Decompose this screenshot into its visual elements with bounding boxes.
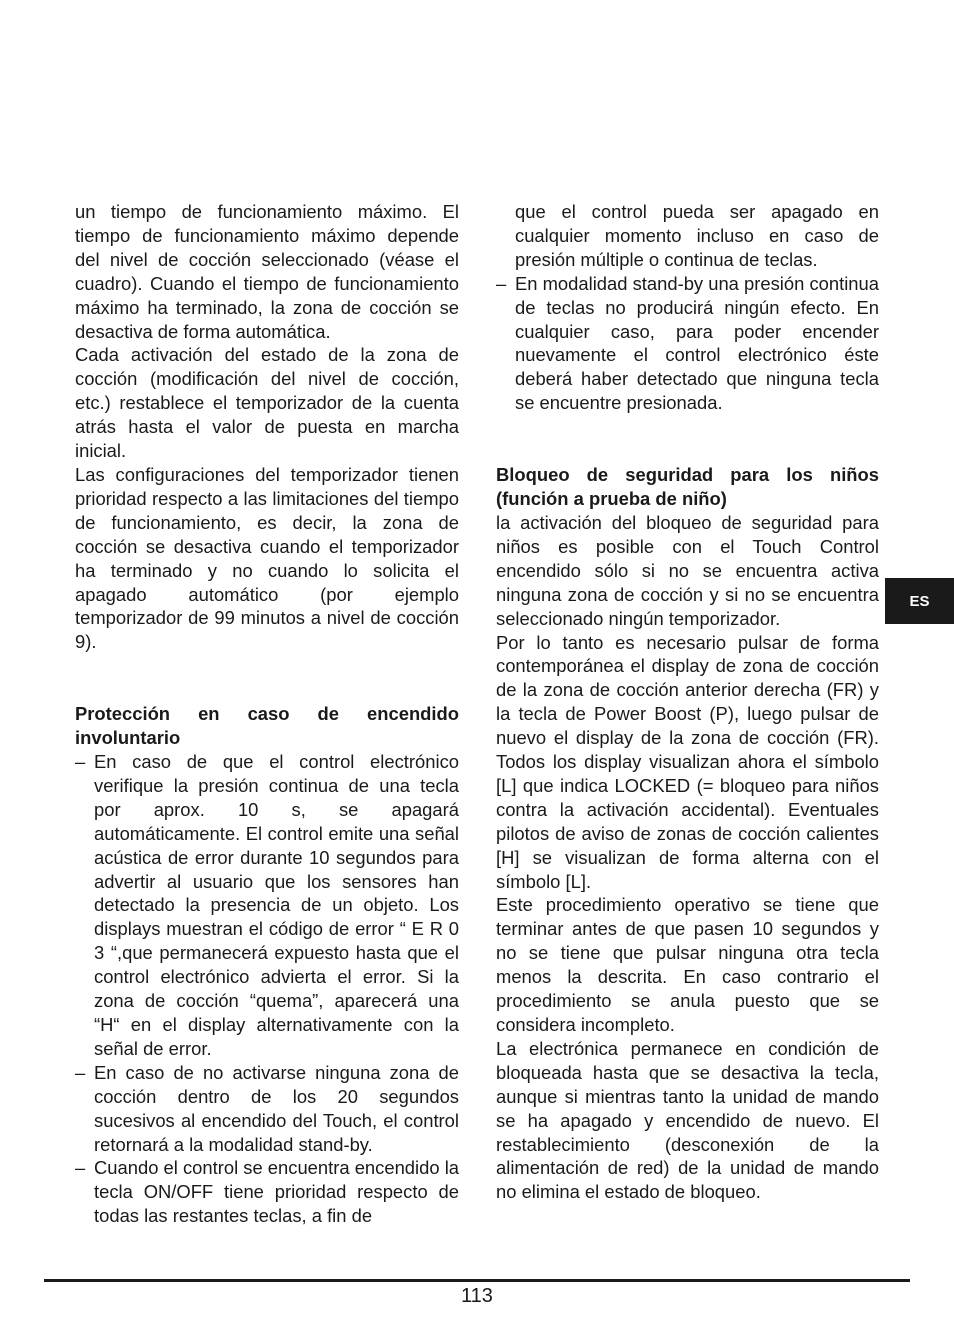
list-item-text: En caso de que el control electrónico verifique la presión continua de una tecla por aprox. 10 s, se apagará automáticamente. El control emite una señal acústica de error durante 10 segundos para advertir al usuario que los sensores han detectado la presencia de un objeto. Los displays muestran el código de error “ E R 0 3 “,que permanecerá expuesto hasta que el control electrónico advierta el error. Si la zona de cocción “quema”, aparecerá una “H“ en el display alternativamente con la señal de error. [94,751,459,1059]
footer-divider [44,1279,910,1282]
language-tab: ES [885,578,954,624]
bullet-list-protection [75,750,459,1228]
list-item [75,750,459,1061]
list-item [496,272,879,415]
list-item-text: Cuando el control se encuentra encendido la tecla ON/OFF tiene prioridad respecto de todas las restantes teclas, a fin de [94,1157,460,1227]
dash-marker: – [496,272,507,294]
page-number: 113 [461,1285,493,1307]
list-item-continuation: que el control pueda ser apagado en cualquier momento incluso en caso de presión múltiple o continua de teclas. [515,201,879,270]
dash-marker: – [75,1157,86,1179]
heading-child-lock: Bloqueo de seguridad para los niños (función a prueba de niño) [496,464,879,510]
list-item-text: En caso de no activarse ninguna zona de cocción dentro de los 20 segundos sucesivos al encendido del Touch, el control retornará a la modalidad stand-by. [94,1061,459,1155]
list-item [75,1156,459,1228]
paragraph-timer-reset: Cada activación del estado de la zona de cocción (modificación del nivel de cocción, etc.) restablece el temporizador de la cuenta atrás hasta el valor de puesta en marcha inicial. [75,344,459,462]
paragraph-child-lock-activation: la activación del bloqueo de seguridad para niños es posible con el Touch Control encendido sólo si no se encuentra activa ninguna zona de cocción y si no se encuentra seleccionado ningún temporizador. [496,511,879,629]
list-item [75,1061,459,1157]
paragraph-child-lock-persistence: La electrónica permanece en condición de bloqueada hasta que se desactiva la tecla, aunque si mientras tanto la unidad de mando se ha apagado y encendido de nuevo. El restablecimiento (desconexión de la alimentación de red) de la unidad de mando no elimina el estado de bloqueo. [496,1037,879,1203]
heading-accidental-power-on: Protección en caso de encendido involuntario [75,703,459,749]
right-column [496,200,879,1204]
dash-marker: – [75,1061,86,1083]
paragraph-child-lock-procedure: Por lo tanto es necesario pulsar de forma contemporánea el display de zona de cocción de la zona de cocción anterior derecha (FR) y la tecla de Power Boost (P), luego pulsar de nuevo el display de la zona de cocción (FR). Todos los display visualizan ahora el símbolo [L] que indica LOCKED (= bloqueo para niños contra la activación accidental). Eventuales pilotos de aviso de zonas de cocción calientes [H] se visualizan de forma alterna con el símbolo [L]. [496,631,879,892]
paragraph-timer-priority: Las configuraciones del temporizador tienen prioridad respecto a las limitaciones del tiempo de funcionamiento, es decir, la zona de cocción se desactiva cuando el temporizador ha terminado y no cuando lo solicita el apagado automático (por ejemplo temporizador de 99 minutos a nivel de cocción 9). [75,463,459,653]
bullet-list-standby [496,272,879,415]
list-item-text: En modalidad stand-by una presión continua de teclas no producirá ningún efecto. En cualquier caso, para poder encender nuevamente el control electrónico éste deberá haber detectado que ninguna tecla se encuentre presionada. [515,272,879,414]
dash-marker: – [75,751,86,773]
paragraph-max-operating-time: un tiempo de funcionamiento máximo. El tiempo de funcionamiento máximo depende del nivel de cocción seleccionado (véase el cuadro). Cuando el tiempo de funcionamiento máximo ha terminado, la zona de cocción se desactiva de forma automática. [75,201,459,342]
paragraph-child-lock-timeout: Este procedimiento operativo se tiene que terminar antes de que pasen 10 segundos y no se tiene que pulsar ninguna otra tecla menos la descrita. En caso contrario el procedimiento se anula puesto que se considera incompleto. [496,894,879,1035]
left-column [75,200,459,1228]
